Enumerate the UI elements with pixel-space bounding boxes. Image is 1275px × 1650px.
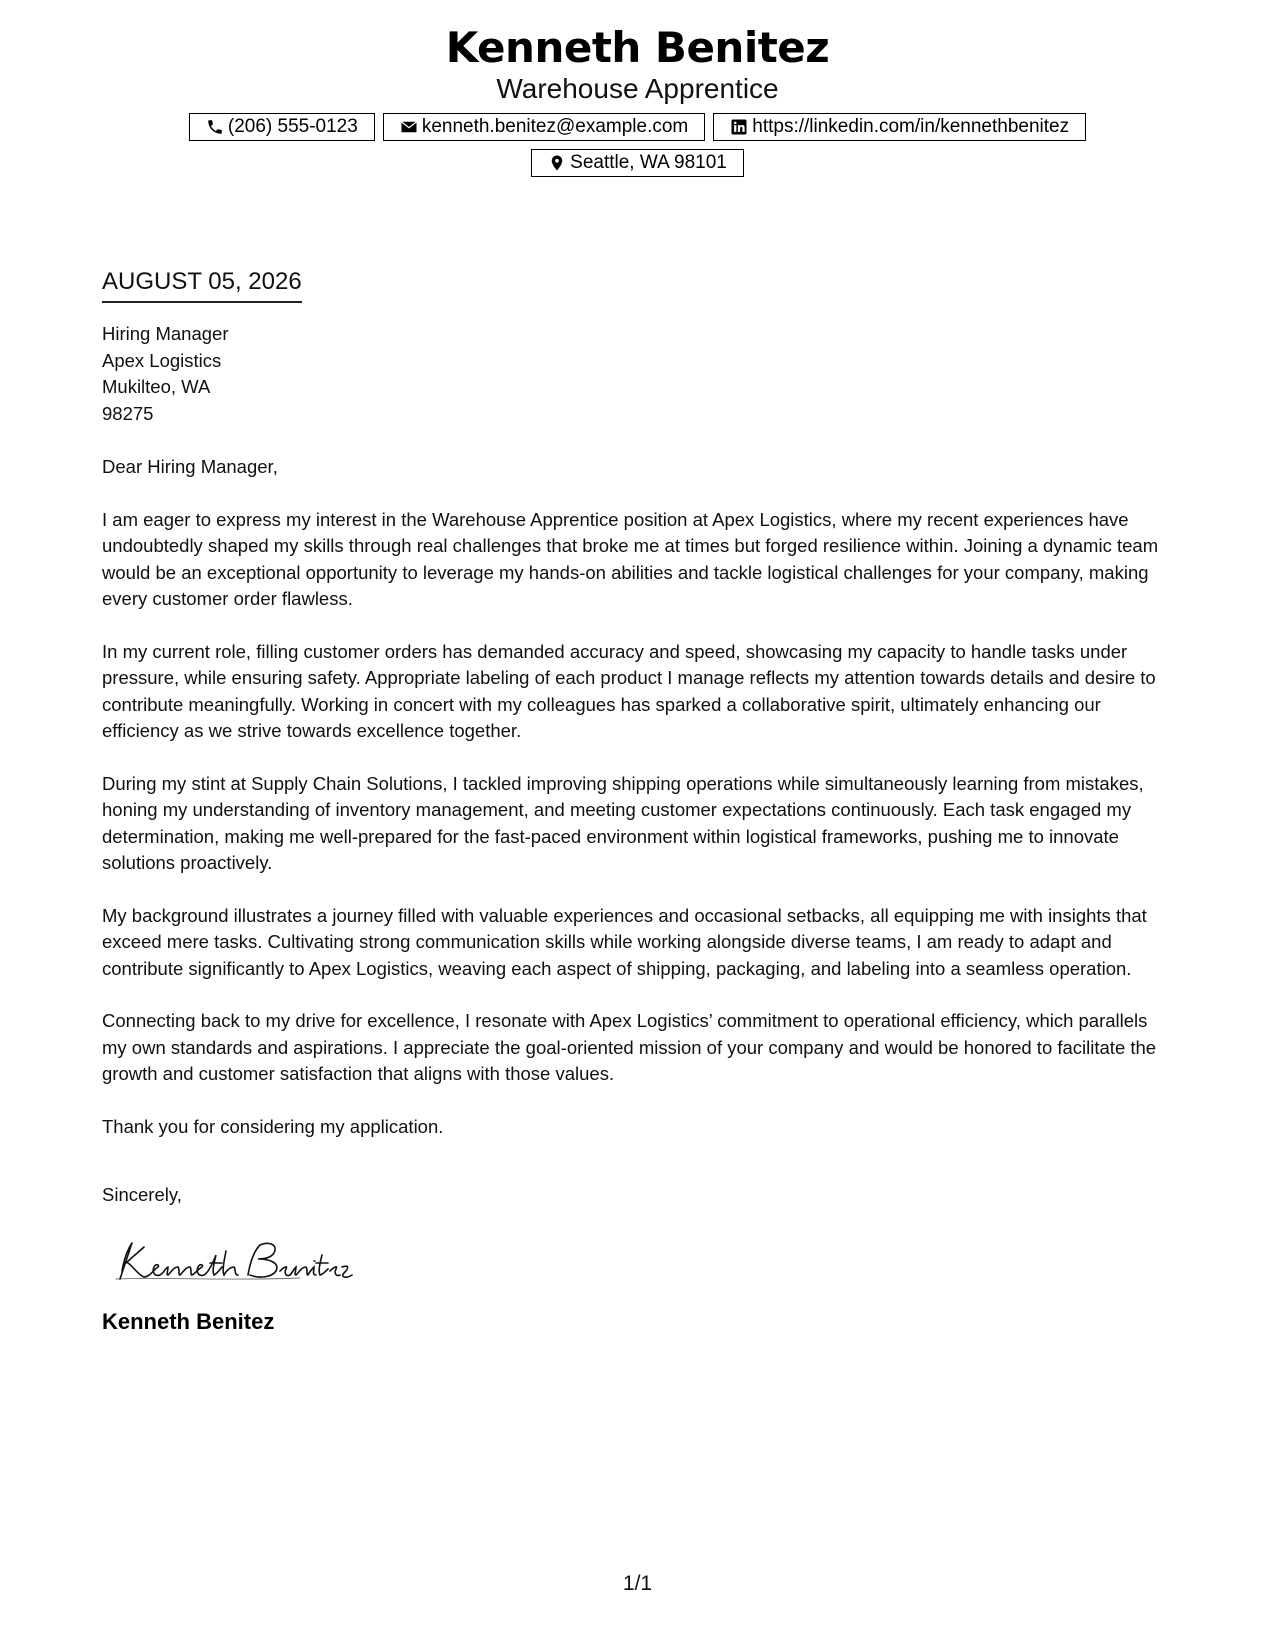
recipient-line: Apex Logistics: [102, 349, 222, 371]
contact-linkedin[interactable]: [713, 113, 1086, 141]
linkedin-text: https://linkedin.com/in/kennethbenitez: [752, 116, 1070, 137]
phone-text: (206) 555-0123: [227, 116, 358, 137]
letter-date: AUGUST 05, 2026: [102, 266, 302, 303]
body-paragraph: Thank you for considering my application.: [102, 1115, 444, 1137]
body-paragraph: During my stint at Supply Chain Solutions, I tackled improving shipping operations while simultaneously learning from mistakes, honing my understanding of inventory management, and meeting customer expectations continuously. Each task engaged my determination, making me well-prepared for the fast-paced environment within logistical frameworks, pushing me to innovate solutions proactively.: [102, 772, 1144, 873]
location-text: Seattle, WA 98101: [570, 152, 727, 173]
linkedin-icon: [730, 118, 748, 136]
recipient-line: Mukilteo, WA: [102, 376, 211, 397]
contact-location[interactable]: [531, 149, 744, 177]
salutation: Dear Hiring Manager,: [102, 456, 278, 477]
map-marker-icon: [548, 154, 566, 172]
applicant-name: Kenneth Benitez: [445, 23, 830, 72]
letter-header: [0, 22, 1275, 106]
envelope-icon: [400, 118, 418, 136]
contact-list: [0, 113, 1275, 177]
body-paragraph: My background illustrates a journey filled with valuable experiences and occasional setbacks, all equipping me with insights that exceed mere tasks. Cultivating strong communication skills while working alongside diverse teams, I am ready to adapt and contribute significantly to Apex Logistics, weaving each aspect of shipping, packaging, and labeling into a seamless operation.: [102, 904, 1147, 979]
recipient-line: 98275: [102, 402, 154, 424]
body-paragraph: I am eager to express my interest in the Warehouse Apprentice position at Apex Logistics, where my recent experiences have undoubtedly shaped my skills through real challenges that broke me at times but forged resilience within. Joining a dynamic team would be an exceptional opportunity to leverage my hands-on abilities and tackle logistical challenges for your company, making every customer order flawless.: [102, 508, 1159, 609]
closing: Sincerely,: [102, 1184, 182, 1205]
phone-icon: [206, 118, 224, 136]
body-paragraph: In my current role, filling customer orders has demanded accuracy and speed, showcasing my capacity to handle tasks under pressure, while ensuring safety. Appropriate labeling of each product I manage reflects my attention towards details and desire to contribute meaningfully. Working in concert with my colleagues has sparked a collaborative spirit, ultimately enhancing our efficiency as we strive towards excellence together.: [102, 640, 1156, 741]
contact-phone[interactable]: [189, 113, 375, 141]
recipient-line: Hiring Manager: [102, 323, 229, 344]
letter-body: [102, 266, 1177, 1335]
signer-name: Kenneth Benitez: [102, 1308, 275, 1334]
handwritten-signature: [110, 1231, 1177, 1291]
email-text: kenneth.benitez@example.com: [421, 116, 689, 137]
body-paragraph: Connecting back to my drive for excellence, I resonate with Apex Logistics’ commitment to operational efficiency, which parallels my own standards and aspirations. I appreciate the goal-oriented mission of your company and would be honored to facilitate the growth and customer satisfaction that aligns with those values.: [102, 1010, 1157, 1084]
contact-email[interactable]: [383, 113, 705, 141]
recipient-block: [102, 321, 1177, 427]
applicant-title: Warehouse Apprentice: [496, 73, 779, 104]
signature-image: [110, 1231, 360, 1291]
page-number: 1/1: [622, 1572, 653, 1595]
